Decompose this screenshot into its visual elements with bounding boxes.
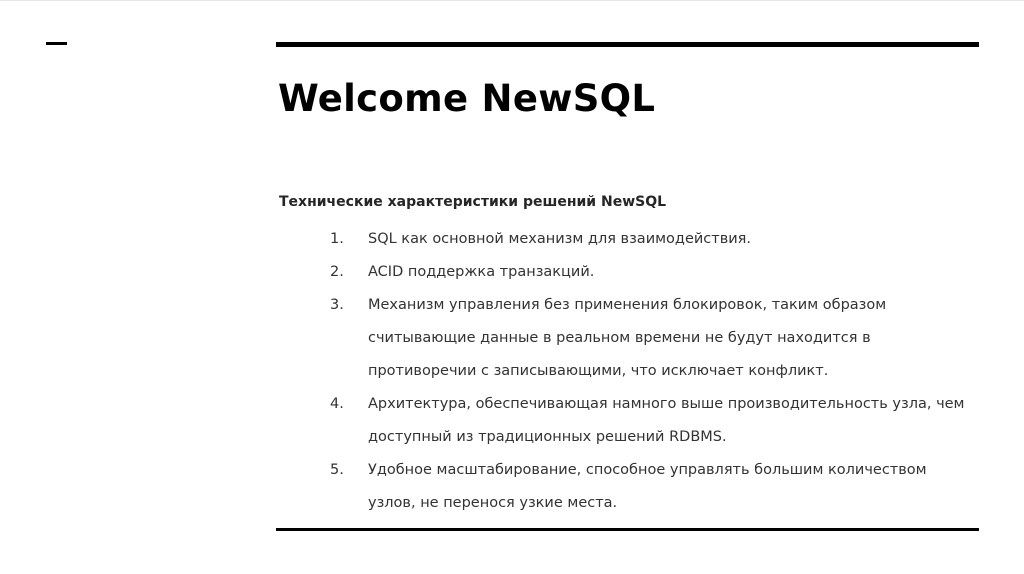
- list-item-text: ACID поддержка транзакций.: [368, 264, 595, 280]
- list-item-text: SQL как основной механизм для взаимодействия.: [368, 231, 752, 247]
- list-item: [330, 289, 970, 388]
- list-item-number: 3.: [330, 297, 344, 313]
- list-item: [330, 256, 970, 289]
- section-subtitle: Технические характеристики решений NewSQL: [279, 194, 667, 210]
- slide-title: Welcome NewSQL: [278, 77, 656, 120]
- list-item-number: 5.: [330, 462, 344, 478]
- list-item-text: Удобное масштабирование, способное управлять большим количеством узлов, не перенося узкие места.: [368, 462, 927, 511]
- top-rule: [276, 42, 979, 47]
- features-list: [330, 223, 970, 520]
- list-item-text: Архитектура, обеспечивающая намного выше производительность узла, чем доступный из традиционных решений RDBMS.: [368, 396, 965, 445]
- top-border-line: [0, 0, 1024, 1]
- corner-dash-decoration: [46, 42, 67, 45]
- list-item: [330, 223, 970, 256]
- bottom-rule: [276, 528, 979, 531]
- list-item: [330, 388, 970, 454]
- list-item-number: 1.: [330, 231, 344, 247]
- list-item-text: Механизм управления без применения блокировок, таким образом считывающие данные в реальном времени не будут находится в противоречии с записывающими, что исключает конфликт.: [368, 297, 887, 379]
- list-item-number: 2.: [330, 264, 344, 280]
- list-item: [330, 454, 970, 520]
- list-item-number: 4.: [330, 396, 344, 412]
